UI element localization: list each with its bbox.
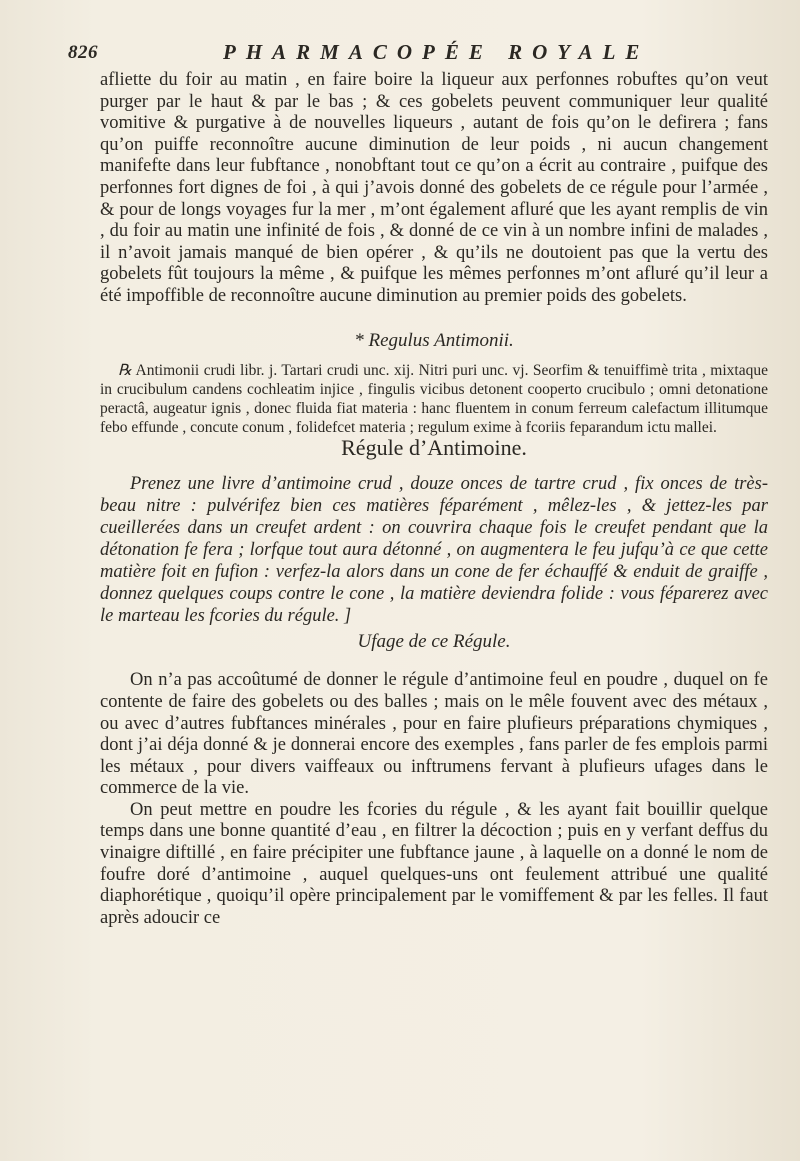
recipe-text: Antimonii crudi libr. j. Tartari crudi unc. xij. Nitri puri unc. vj. Seorfim & tenuiffimè trita , mixtaque in crucibulum candens cochleatim injice , fingulis vicibus detonent cooperto crucibulo ; omni detonatione peractâ, augeatur ignis , donec fluida fiat materia : hanc fluentem in conum ferreum calefactum illitumque febo effunde , concute conum , folidefcet materia ; regulum exime à fcoriis feparandum ictu mallei.: [100, 362, 768, 437]
latin-section-title: * Regulus Antimonii.: [354, 329, 514, 351]
french-section-title: Régule d’Antimoine.: [341, 435, 527, 461]
page-header: [68, 40, 768, 70]
usage-paragraph-1: On n’a pas accoûtumé de donner le régule d’antimoine feul en poudre , duquel on fe contente de faire des gobelets ou des balles ; mais on le mêle fouvent avec des métaux , ou avec d’autres fubftances minérales , pour en faire plufieurs préparations chymiques , dont j’ai déja donné & je donnerai encore des exemples , fans parler de fes emplois parmi les métaux , pour divers vaiffeaux ou inftrumens fervant à plufieurs ufages dans le commerce de la vie.: [100, 670, 768, 799]
usage-paragraph-2: On peut mettre en poudre les fcories du régule , & les ayant fait bouillir quelque temps dans une bonne quantité d’eau , en filtrer la décoction ; puis en y verfant deffus du vinaigre diftillé , en faire précipiter une fubftance jaune , à laquelle on a donné le nom de foufre doré d’antimoine , auquel quelques-uns ont feulement attribué une qualité diaphorétique , quoiqu’il opère principalement par le vomiffement & par les felles. Il faut après adoucir ce: [100, 799, 768, 928]
running-title: PHARMACOPÉE ROYALE: [223, 40, 650, 64]
page-body: [100, 70, 768, 929]
recipe-symbol: ℞: [118, 362, 132, 380]
latin-recipe: [100, 361, 768, 437]
page-number: 826: [68, 42, 98, 63]
usage-section-title: Ufage de ce Régule.: [357, 630, 511, 652]
recipe-translation: Prenez une livre d’antimoine crud , douze onces de tartre crud , fix onces de très-beau nitre : pulvérifez bien ces matières féparément , mêlez-les , & jettez-les par cueillerées dans un creufet ardent : on couvrira chaque fois le creufet pendant que la détonation fe fera ; lorfque tout aura détonné , on augmentera le feu jufqu’à ce que cette matière foit en fufion : verfez-la alors dans un cone de fer échauffé & enduit de graiffe , donnez quelques coups contre le cone , la matière deviendra folide : vous féparerez avec le marteau les fcories du régule. ]: [100, 473, 768, 626]
paragraph-continued: afliette du foir au matin , en faire boire la liqueur aux perfonnes robuftes qu’on veut purger par le haut & par le bas ; & ces gobelets peuvent communiquer leur qualité vomitive & purgative à de nouvelles liqueurs , autant de fois qu’on le defirera ; fans qu’on puiffe reconnoître aucune diminution de leur poids , ni aucun changement manifefte dans leur fubftance , nonobftant tout ce qu’on a écrit au contraire , puifque des perfonnes fort dignes de foi , à qui j’avois donné des gobelets de ce régule pour l’armée , & pour de longs voyages fur la mer , m’ont également afluré que les ayant remplis de vin , du foir au matin une infinité de fois , & donné de ce vin à un nombre infini de malades , il n’avoit jamais manqué de bien opérer , & qu’ils ne doutoient pas que la vertu des gobelets fût toujours la même , & puifque les mêmes perfonnes m’ont afluré qu’il leur a été impoffible de reconnoître aucune diminution au premier poids des gobelets.: [100, 70, 768, 306]
